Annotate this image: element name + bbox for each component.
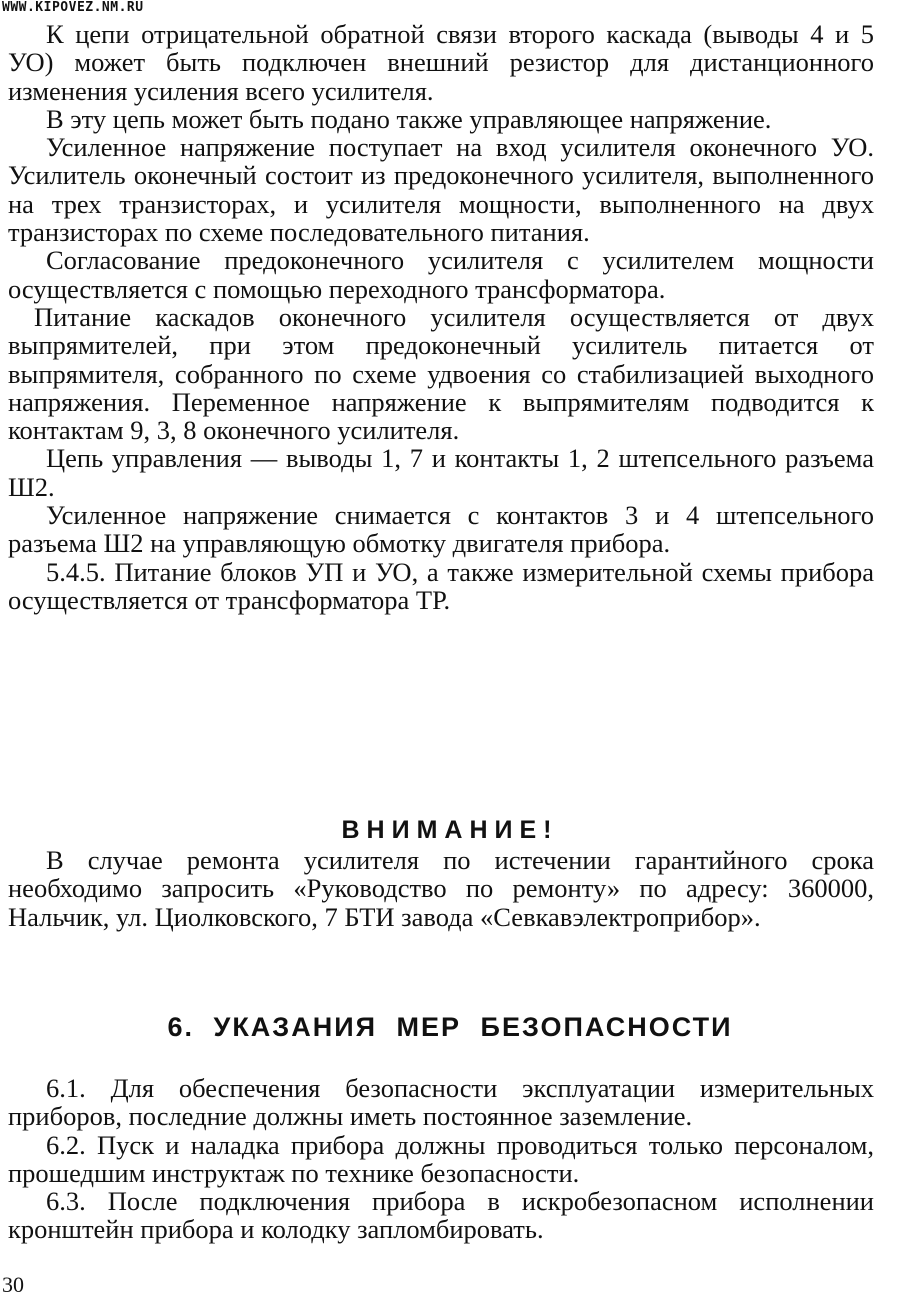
paragraph: 5.4.5. Питание блоков УП и УО, а также измерительной схемы прибора осуществляется от трансформатора ТР. — [8, 556, 874, 615]
paragraph: В эту цепь может быть подано также управляющее напряжение. — [46, 103, 772, 134]
attention-text-block — [8, 846, 874, 931]
paragraph: Цепь управления — выводы 1, 7 и контакты 1, 2 штепсельного разъема Ш2. — [8, 443, 874, 502]
paragraph: Усиленное напряжение снимается с контактов 3 и 4 штепсельного разъема Ш2 на управляющую обмотку двигателя прибора. — [8, 500, 874, 559]
page-number: 30 — [2, 1272, 24, 1297]
attention-title: ВНИМАНИЕ! — [341, 816, 559, 844]
safety-item: 6.3. После подключения прибора в искробезопасном исполнении кронштейн прибора и колодку запломбировать. — [8, 1186, 874, 1245]
section-6-heading: 6. УКАЗАНИЯ МЕР БЕЗОПАСНОСТИ — [167, 1012, 733, 1042]
paragraph: Питание каскадов оконечного усилителя осуществляется от двух выпрямителей, при этом предоконечный усилитель питается от выпрямителя, собранного по схеме удвоения со стабилизацией выходного напряжения. Переменное напряжение к выпрямителям подводится к контактам 9, 3, 8 оконечного усилителя. — [8, 301, 874, 446]
paragraph: Согласование предоконечного усилителя с усилителем мощности осуществляется с помощью переходного трансформатора. — [8, 245, 874, 304]
section-5-text — [8, 20, 874, 614]
safety-item: 6.2. Пуск и наладка прибора должны проводиться только персоналом, прошедшим инструктаж по технике безопасности. — [8, 1129, 874, 1188]
paragraph: Усиленное напряжение поступает на вход усилителя оконечного УО. Усилитель оконечный состоит из предоконечного усилителя, выполненного на трех транзисторах, и усилителя мощности, выполненного на двух транзисторах по схеме последовательного питания. — [8, 132, 874, 248]
watermark-url: WWW.KIPOVEZ.NM.RU — [2, 0, 144, 15]
attention-text: В случае ремонта усилителя по истечении гарантийного срока необходимо запросить «Руководство по ремонту» по адресу: 360000, Нальчик, ул. Циолковского, 7 БТИ завода «Севкавэлектроприбор». — [8, 845, 874, 932]
section-6-text — [8, 1074, 874, 1244]
safety-item: 6.1. Для обеспечения безопасности эксплуатации измерительных приборов, последние должны иметь постоянное заземление. — [8, 1073, 874, 1132]
paragraph: К цепи отрицательной обратной связи второго каскада (выводы 4 и 5 УО) может быть подключен внешний резистор для дистанционного изменения усиления всего усилителя. — [8, 19, 874, 106]
